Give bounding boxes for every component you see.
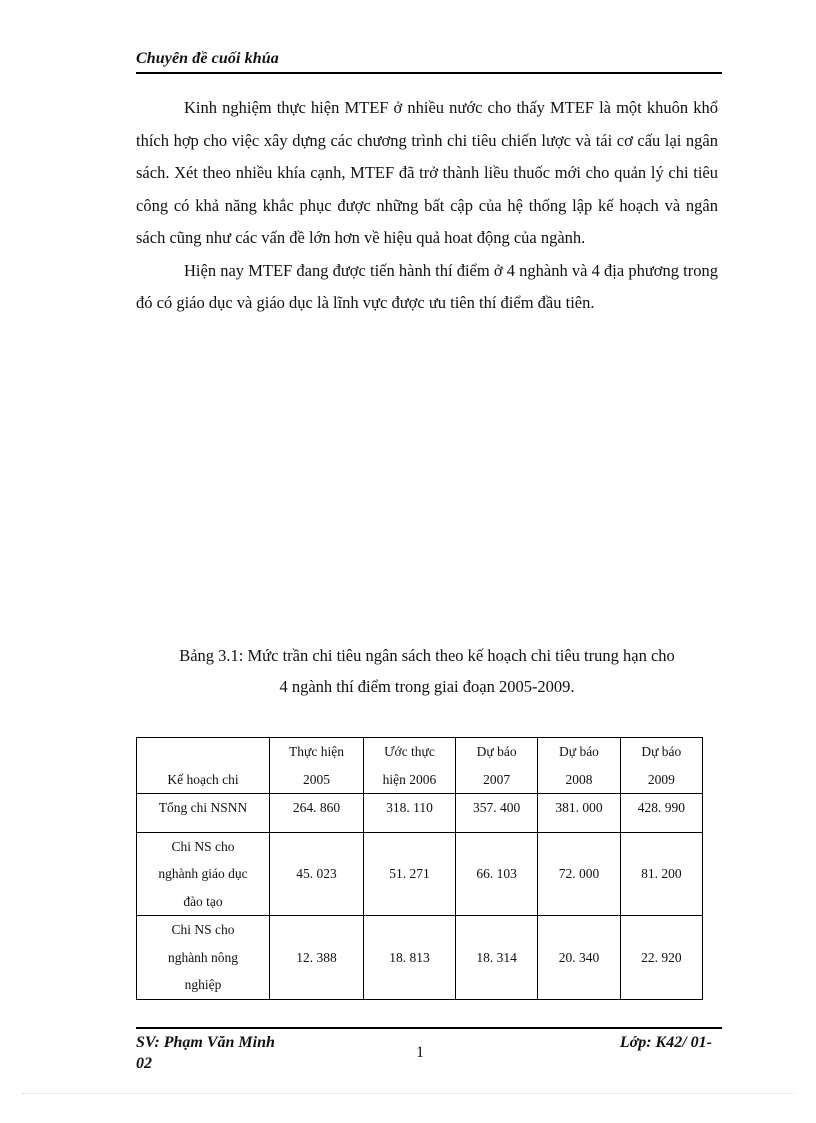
header-cell-2006 xyxy=(363,738,455,794)
student-name-line: SV: Phạm Văn Minh xyxy=(136,1034,275,1051)
body-text xyxy=(136,92,718,320)
table-cell: 12. 388 xyxy=(270,916,364,1000)
paragraph: Hiện nay MTEF đang được tiến hành thí điểm ở 4 nghành và 4 địa phương trong đó có giáo dục và giáo dục là lĩnh vực được ưu tiên thí điểm đầu tiên. xyxy=(136,260,718,312)
header-line: hiện 2006 xyxy=(382,771,437,787)
header-line: Ước thực xyxy=(384,744,435,759)
row-label-line: Chi NS cho xyxy=(171,922,235,937)
table-cell: 72. 000 xyxy=(538,832,620,916)
header-line: Thực hiện xyxy=(289,744,344,759)
row-label xyxy=(137,916,270,1000)
table-row xyxy=(137,794,703,833)
header-line: Dự báo xyxy=(641,744,682,759)
table-cell: 18. 314 xyxy=(455,916,537,1000)
page-bottom-divider xyxy=(22,1093,794,1094)
footer-rule xyxy=(136,1027,722,1029)
table-cell: 81. 200 xyxy=(620,832,702,916)
caption-line: 4 ngành thí điểm trong giai đoạn 2005-2009. xyxy=(279,677,575,696)
row-label-line: nghiệp xyxy=(184,977,222,992)
table-caption xyxy=(136,640,718,702)
table-cell: 22. 920 xyxy=(620,916,702,1000)
header-line: Kế hoạch chi xyxy=(167,771,239,787)
paragraph: Kinh nghiệm thực hiện MTEF ở nhiều nước cho thấy MTEF là một khuôn khổ thích hợp cho việc xây dựng các chương trình chi tiêu chiến lược và tái cơ cấu lại ngân sách. Xét theo nhiều khía cạnh, MTEF đã trở thành liều thuốc mới cho quản lý chi tiêu công có khả năng khắc phục được những bất cập của hệ thống lập kế hoạch và ngân sách cũng như các vấn đề lớn hơn về hiệu quả hoat động của ngành. xyxy=(136,98,718,247)
row-label xyxy=(137,832,270,916)
budget-table xyxy=(136,737,703,1000)
page-header xyxy=(136,50,722,74)
table-cell: 51. 271 xyxy=(363,832,455,916)
header-cell-plan xyxy=(137,738,270,794)
header-cell-2008 xyxy=(538,738,620,794)
student-name xyxy=(136,1032,326,1074)
table-cell: 318. 110 xyxy=(363,794,455,833)
header-title: Chuyên đề cuối khúa xyxy=(136,50,279,67)
table-cell: 264. 860 xyxy=(270,794,364,833)
header-cell-2007 xyxy=(455,738,537,794)
header-line: Dự báo xyxy=(476,744,517,759)
page-footer xyxy=(136,1032,722,1082)
table-cell: 428. 990 xyxy=(620,794,702,833)
header-cell-2009 xyxy=(620,738,702,794)
row-label-line: Tổng chi NSNN xyxy=(158,800,248,815)
header-line: 2007 xyxy=(483,771,511,787)
header-line: 2008 xyxy=(565,771,593,787)
header-line xyxy=(140,738,266,766)
page-number: 1 xyxy=(416,1044,424,1061)
row-label-line: Chi NS cho xyxy=(171,838,235,854)
class-label: Lớp: K42/ 01- xyxy=(619,1034,712,1051)
table-cell: 20. 340 xyxy=(538,916,620,1000)
row-label-line: nghành nông xyxy=(167,949,239,965)
student-name-line: 02 xyxy=(136,1055,152,1072)
header-line: 2009 xyxy=(647,771,675,787)
table-cell: 357. 400 xyxy=(455,794,537,833)
table-cell: 45. 023 xyxy=(270,832,364,916)
table-cell: 18. 813 xyxy=(363,916,455,1000)
row-label xyxy=(137,794,270,833)
header-line: Dự báo xyxy=(559,744,599,759)
row-label-line: đào tạo xyxy=(183,893,223,909)
table-cell: 381. 000 xyxy=(538,794,620,833)
header-line: 2005 xyxy=(302,771,330,787)
table-row xyxy=(137,916,703,1000)
header-cell-2005 xyxy=(270,738,364,794)
table-cell: 66. 103 xyxy=(455,832,537,916)
table-header-row xyxy=(137,738,703,794)
caption-line: Bảng 3.1: Mức trần chi tiêu ngân sách theo kế hoạch chi tiêu trung hạn cho xyxy=(179,646,675,665)
row-label-line: nghành giáo dục xyxy=(158,866,248,881)
table-row xyxy=(137,832,703,916)
